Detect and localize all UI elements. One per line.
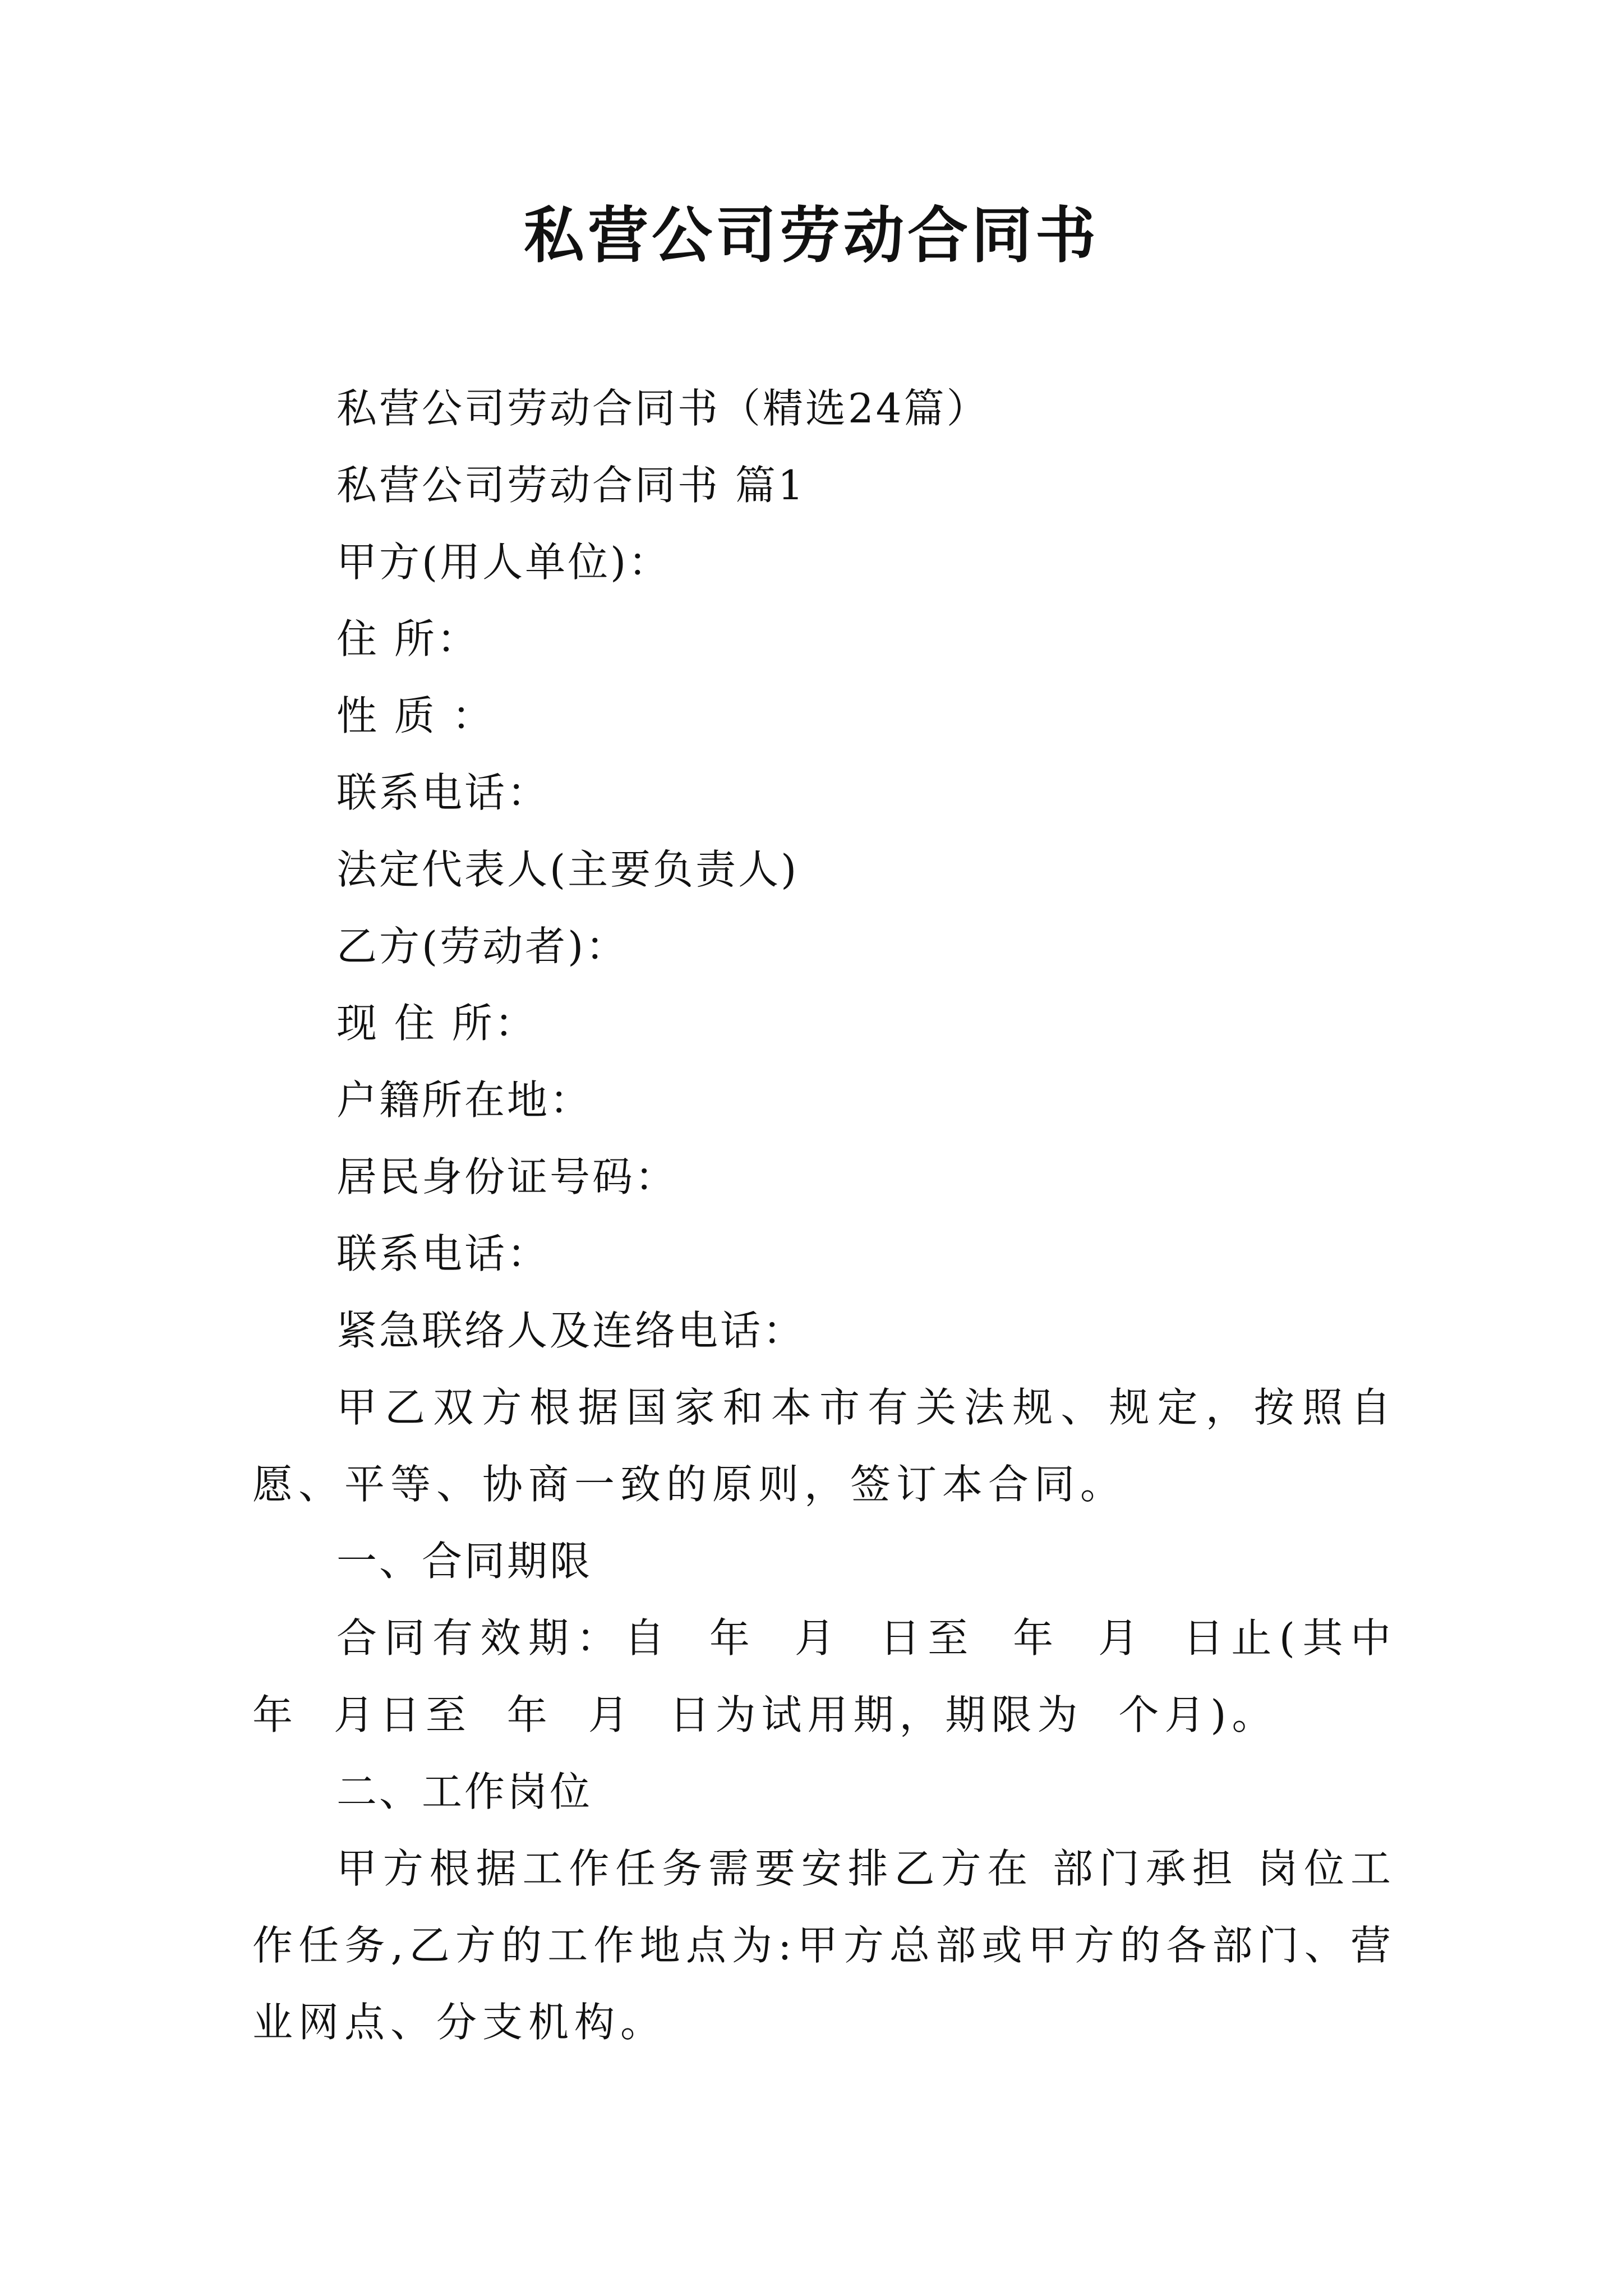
field-phone-b: 联系电话： [336,1230,550,1277]
heading-contract-term: 一、合同期限 [336,1538,593,1585]
heading-job-position: 二、工作岗位 [336,1768,593,1815]
section-heading: 私营公司劳动合同书 篇1 [336,462,806,509]
field-phone-a: 联系电话： [336,769,550,816]
field-household-registration: 户籍所在地： [336,1076,593,1124]
field-party-a: 甲方(用人单位)： [336,539,671,586]
field-emergency-contact: 紧急联络人及连络电话： [336,1307,806,1354]
paragraph-contract-term: 合同有效期：自 年 月 日至 年 月 日止(其中 年 月日至 年 月 日为试用期，期限为 个月)。 [252,1614,1396,1738]
field-address: 住 所： [336,615,479,662]
paragraph-agreement: 甲乙双方根据国家和本市有关法规、规定，按照自愿、平等、协商一致的原则，签订本合同。 [252,1384,1396,1508]
field-party-b: 乙方(劳动者)： [336,923,629,970]
field-nature: 性 质 ： [336,692,495,739]
field-id-number: 居民身份证号码： [336,1153,678,1200]
subtitle-line: 私营公司劳动合同书（精选24篇） [336,385,989,432]
paragraph-job-position: 甲方根据工作任务需要安排乙方在 部门承担 岗位工作任务,乙方的工作地点为:甲方总部或甲方的各部门、营业网点、分支机构。 [252,1845,1396,2046]
field-legal-rep: 法定代表人(主要负责人) [336,846,799,893]
field-current-address: 现 住 所： [336,1000,537,1047]
document-body [252,370,1396,2061]
document-title: 私营公司劳动合同书 [523,200,1099,271]
